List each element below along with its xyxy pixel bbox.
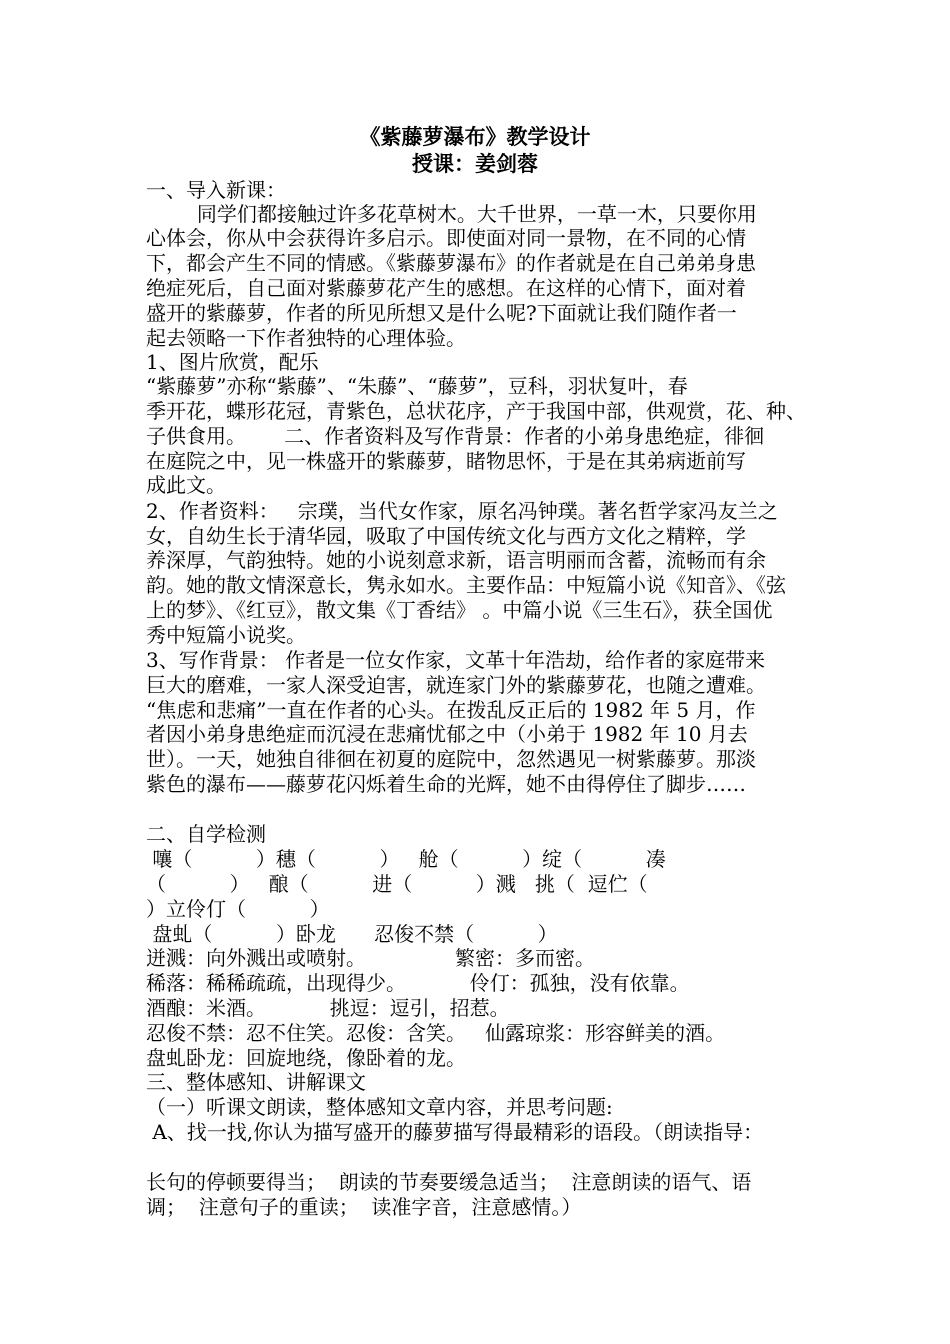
text-line: 女，自幼生长于清华园，吸取了中国传统文化与西方文化之精粹，学 <box>146 524 746 548</box>
text-line: 成此文。 <box>146 473 226 497</box>
fill-in-row: 嚷（ ）穗（ ） 舱（ ）绽（ 凑 <box>146 847 666 871</box>
text-line: “焦虑和悲痛”一直在作者的心头。在拨乱反正后的 1982 年 5 月，作 <box>146 698 756 722</box>
text-line: 者因小弟身患绝症而沉浸在悲痛忧郁之中（小弟于 1982 年 10 月去 <box>146 722 748 746</box>
text-line: 子供食用。 二、作者资料及写作背景：作者的小弟身患绝症，徘徊 <box>146 424 765 448</box>
text-line: A、找一找,你认为描写盛开的藤萝描写得最精彩的语段。（朗读指导： <box>146 1120 764 1144</box>
vocab-line: 迸溅：向外溅出或喷射。 繁密：多而密。 <box>146 946 596 970</box>
text-line: 心体会，你从中会获得许多启示。即使面对同一景物，在不同的心情 <box>146 226 746 250</box>
text-line: 在庭院之中，见一株盛开的紫藤萝，睹物思怀，于是在其弟病逝前写 <box>146 449 746 473</box>
text-line: 3、写作背景： 作者是一位女作家，文革十年浩劫，给作者的家庭带来 <box>146 648 766 672</box>
text-line: 下，都会产生不同的情感。《紫藤萝瀑布》的作者就是在自己弟弟身患 <box>146 251 756 275</box>
text-line: 绝症死后，自己面对紫藤萝花产生的感想。在这样的心情下，面对着 <box>146 276 746 300</box>
subsection-heading: 1、图片欣赏，配乐 <box>146 350 319 374</box>
text-line: 巨大的磨难，一家人深受迫害，就连家门外的紫藤萝花，也随之遭难。 <box>146 673 766 697</box>
fill-in-row: 盘虬（ ）卧龙 忍俊不禁（ ） <box>146 922 558 946</box>
text-line: “紫藤萝”亦称“紫藤”、“朱藤”、“藤萝”，豆科，羽状复叶，春 <box>146 374 688 398</box>
author-line: 授课：姜剑蓉 <box>412 151 538 176</box>
vocab-line: 盘虬卧龙：回旋地绕，像卧着的龙。 <box>146 1046 466 1070</box>
vocab-line: 酒酿：米酒。 挑逗：逗引，招惹。 <box>146 996 510 1020</box>
vocab-line: 稀落：稀稀疏疏，出现得少。 伶仃：孤独，没有依靠。 <box>146 971 690 995</box>
text-line: 秀中短篇小说奖。 <box>146 623 306 647</box>
section-heading: 三、整体感知、讲解课文 <box>146 1070 366 1094</box>
text-line: 养深厚，气韵独特。她的小说刻意求新，语言明丽而含蓄，流畅而有余 <box>146 548 766 572</box>
section-heading: 一、导入新课： <box>146 178 286 202</box>
text-line: 起去领略一下作者独特的心理体验。 <box>146 326 466 350</box>
text-line: 韵。她的散文情深意长，隽永如水。主要作品：中短篇小说《知音》、《弦 <box>146 573 786 597</box>
vocab-line: 忍俊不禁：忍不住笑。忍俊：含笑。 仙露琼浆：形容鲜美的酒。 <box>146 1021 726 1045</box>
fill-in-row: （ ） 酿（ 进（ ）溅 挑（ 逗伫（ <box>146 872 648 896</box>
text-line: 同学们都接触过许多花草树木。大千世界，一草一木，只要你用 <box>146 202 757 226</box>
text-line: 季开花，蝶形花冠，青紫色，总状花序，产于我国中部，供观赏，花、种、 <box>146 399 806 423</box>
text-line: 紫色的瀑布——藤萝花闪烁着生命的光辉，她不由得停住了脚步…… <box>146 772 746 796</box>
document-title: 《紫藤萝瀑布》教学设计 <box>359 124 591 149</box>
text-line: （一）听课文朗读，整体感知文章内容，并思考问题: <box>146 1095 613 1119</box>
section-heading: 二、自学检测 <box>146 822 266 846</box>
text-line: 2、作者资料： 宗璞，当代女作家，原名冯钟璞。著名哲学家冯友兰之 <box>146 499 778 523</box>
text-line: 上的梦》、《红豆》，散文集《丁香结》 。中篇小说《三生石》，获全国优 <box>146 598 773 622</box>
fill-in-row: ）立伶仃（ ） <box>146 897 330 921</box>
text-line: 盛开的紫藤萝，作者的所见所想又是什么呢?下面就让我们随作者一 <box>146 301 737 325</box>
text-line: 长句的停顿要得当； 朗读的节奏要缓急适当； 注意朗读的语气、语 <box>146 1170 752 1194</box>
text-line: 世）。一天，她独自徘徊在初夏的庭院中，忽然遇见一树紫藤萝。那淡 <box>146 747 756 771</box>
text-line: 调； 注意句子的重读； 读准字音，注意感情。） <box>146 1195 582 1219</box>
